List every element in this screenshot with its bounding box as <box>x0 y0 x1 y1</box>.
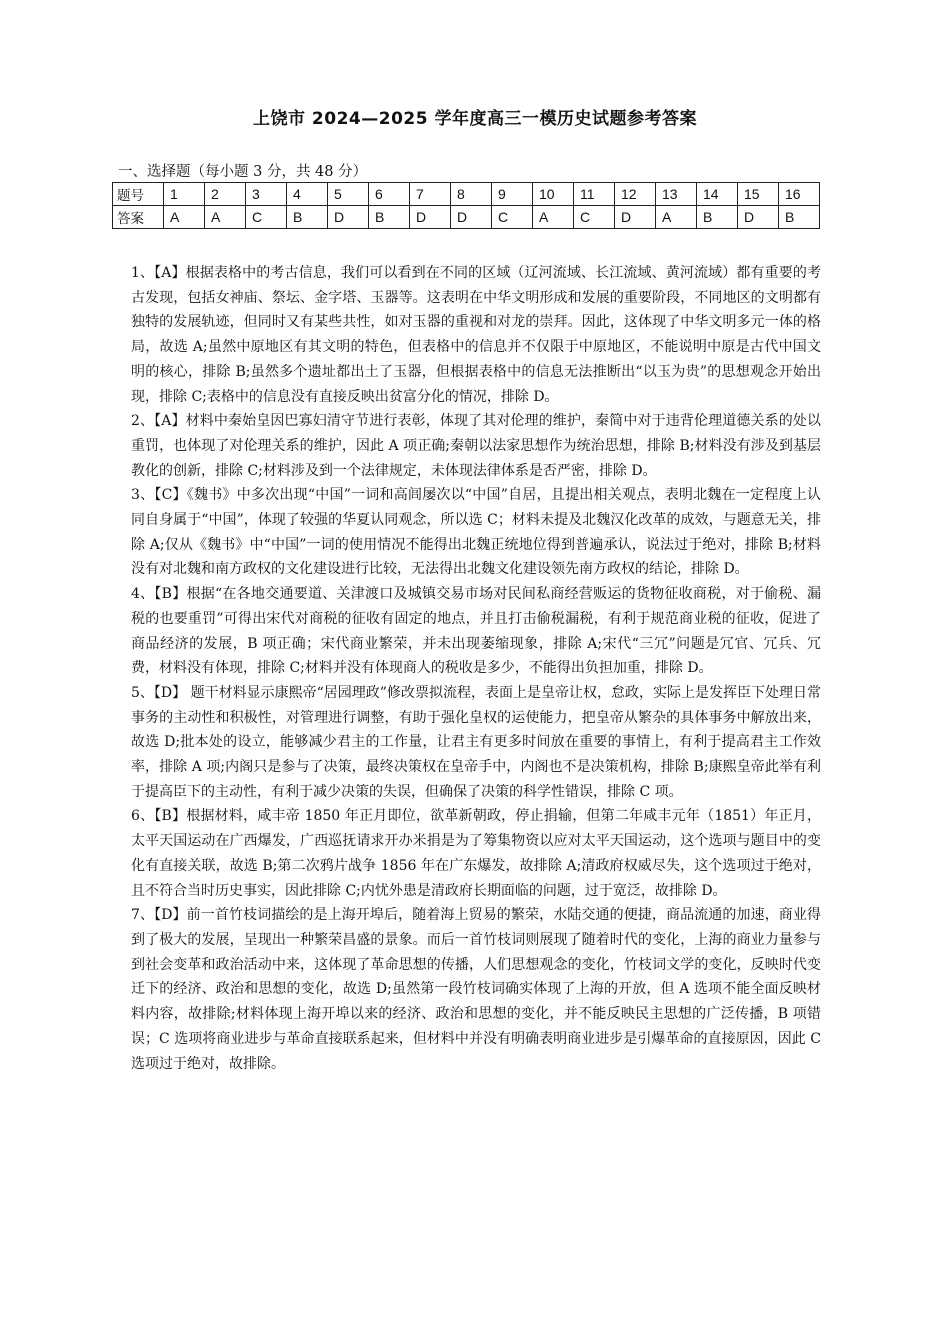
explanation-paragraph: 2、【A】材料中秦始皇因巴寡妇清守节进行表彰，体现了其对伦理的维护，秦简中对于违背伦理道德关系的处以重罚，也体现了对伦理关系的维护，因此 A 项正确;秦朝以法家思想作为统治思想，排除 B;材料没有涉及到基层教化的创新，排除 C;材料涉及到一个法律规定，未体现法律体系是否严密，排除 D。 <box>131 413 821 479</box>
row-label: 答案 <box>113 206 164 229</box>
answer-cell: B <box>287 206 328 229</box>
answer-cell: D <box>328 206 369 229</box>
question-number: 16 <box>779 183 820 206</box>
answer-cell: A <box>205 206 246 229</box>
answer-cell: A <box>164 206 205 229</box>
question-number: 12 <box>615 183 656 206</box>
answer-cell: C <box>574 206 615 229</box>
answer-cell: D <box>451 206 492 229</box>
answer-table <box>112 182 820 229</box>
explanation-paragraph: 1、【A】根据表格中的考古信息，我们可以看到在不同的区域（辽河流域、长江流域、黄河流域）都有重要的考古发现，包括女神庙、祭坛、金字塔、玉器等。这表明在中华文明形成和发展的重要阶段，不同地区的文明都有独特的发展轨迹，但同时又有某些共性，如对玉器的重视和对龙的崇拜。因此，这体现了中华文明多元一体的格局，故选 A;虽然中原地区有其文明的特色，但表格中的信息并不仅限于中原地区，不能说明中原是古代中国文明的核心，排除 B;虽然多个遗址都出土了玉器，但根据表格中的信息无法推断出“以玉为贵”的思想观念开始出现，排除 C;表格中的信息没有直接反映出贫富分化的情况，排除 D。 <box>131 265 821 405</box>
question-number: 11 <box>574 183 615 206</box>
question-number: 4 <box>287 183 328 206</box>
question-number: 9 <box>492 183 533 206</box>
answer-cell: B <box>779 206 820 229</box>
explanation-paragraph: 7、【D】前一首竹枝词描绘的是上海开埠后，随着海上贸易的繁荣，水陆交通的便捷，商品流通的加速，商业得到了极大的发展，呈现出一种繁荣昌盛的景象。而后一首竹枝词则展现了随着时代的变化，上海的商业力量参与到社会变革和政治活动中来，这体现了革命思想的传播，人们思想观念的变化，竹枝词文学的变化，反映时代变迁下的经济、政治和思想的变化，故选 D;虽然第一段竹枝词确实体现了上海的开放，但 A 选项不能全面反映材料内容，故排除;材料体现上海开埠以来的经济、政治和思想的变化，并不能反映民主思想的广泛传播，B 项错误；C 选项将商业进步与革命直接联系起来，但材料中并没有明确表明商业进步是引爆革命的直接原因，因此 C 选项过于绝对，故排除。 <box>131 907 821 1072</box>
answer-cell: D <box>615 206 656 229</box>
answer-cell: A <box>656 206 697 229</box>
answer-cell: A <box>533 206 574 229</box>
section-heading: 一、选择题（每小题 3 分，共 48 分） <box>118 164 368 180</box>
number-row <box>113 183 820 206</box>
page-title: 上饶市 2024—2025 学年度高三一模历史试题参考答案 <box>253 109 697 129</box>
question-number: 3 <box>246 183 287 206</box>
answer-cell: B <box>697 206 738 229</box>
answer-cell: B <box>369 206 410 229</box>
explanation-paragraph: 3、【C】《魏书》中多次出现“中国”一词和高闾屡次以“中国”自居，且提出相关观点，表明北魏在一定程度上认同自身属于“中国”，体现了较强的华夏认同观念，所以选 C；材料未提及北魏汉化改革的成效，与题意无关，排除 A;仅从《魏书》中“中国”一词的使用情况不能得出北魏正统地位得到普遍承认，说法过于绝对，排除 B;材料没有对北魏和南方政权的文化建设进行比较，无法得出北魏文化建设领先南方政权的结论，排除 D。 <box>131 487 821 578</box>
question-number: 5 <box>328 183 369 206</box>
row-label: 题号 <box>113 183 164 206</box>
explanation-paragraph: 4、【B】根据“在各地交通要道、关津渡口及城镇交易市场对民间私商经营贩运的货物征收商税，对于偷税、漏税的也要重罚”可得出宋代对商税的征收有固定的地点，并且打击偷税漏税，有利于规范商业税的征收，促进了商品经济的发展，B 项正确；宋代商业繁荣，并未出现萎缩现象，排除 A;宋代“三冗”问题是冗官、冗兵、冗费，材料没有体现，排除 C;材料并没有体现商人的税收是多少，不能得出负担加重，排除 D。 <box>131 586 821 677</box>
question-number: 8 <box>451 183 492 206</box>
answer-cell: D <box>410 206 451 229</box>
question-number: 7 <box>410 183 451 206</box>
question-number: 14 <box>697 183 738 206</box>
explanation-paragraph: 5、【D】 题干材料显示康熙帝“居园理政”修改票拟流程，表面上是皇帝让权，怠政，实际上是发挥臣下处理日常事务的主动性和积极性，对管理进行调整，有助于强化皇权的运使能力，把皇帝从繁杂的具体事务中解放出来，故选 D;批本处的设立，能够减少君主的工作量，让君主有更多时间放在重要的事情上，有利于提高君主工作效率，排除 A 项;内阁只是参与了决策，最终决策权在皇帝手中，内阁也不是决策机构，排除 B;康熙皇帝此举有利于提高臣下的主动性，有利于减少决策的失误，但确保了决策的科学性错误，排除 C 项。 <box>131 684 821 800</box>
question-number: 1 <box>164 183 205 206</box>
explanations <box>131 261 821 1076</box>
question-number: 6 <box>369 183 410 206</box>
answer-cell: D <box>738 206 779 229</box>
question-number: 13 <box>656 183 697 206</box>
answer-cell: C <box>246 206 287 229</box>
answer-row <box>113 206 820 229</box>
question-number: 15 <box>738 183 779 206</box>
question-number: 10 <box>533 183 574 206</box>
explanation-paragraph: 6、【B】根据材料，咸丰帝 1850 年正月即位，欲革新朝政，停止捐输，但第二年咸丰元年（1851）年正月，太平天国运动在广西爆发，广西巡抚请求开办米捐是为了筹集物资以应对太平天国运动，这个选项与题目中的变化有直接关联，故选 B;第二次鸦片战争 1856 年在广东爆发，故排除 A;清政府权威尽失，这个选项过于绝对，且不符合当时历史事实，因此排除 C;内忧外患是清政府长期面临的问题，过于宽泛，故排除 D。 <box>131 808 821 899</box>
answer-cell: C <box>492 206 533 229</box>
question-number: 2 <box>205 183 246 206</box>
